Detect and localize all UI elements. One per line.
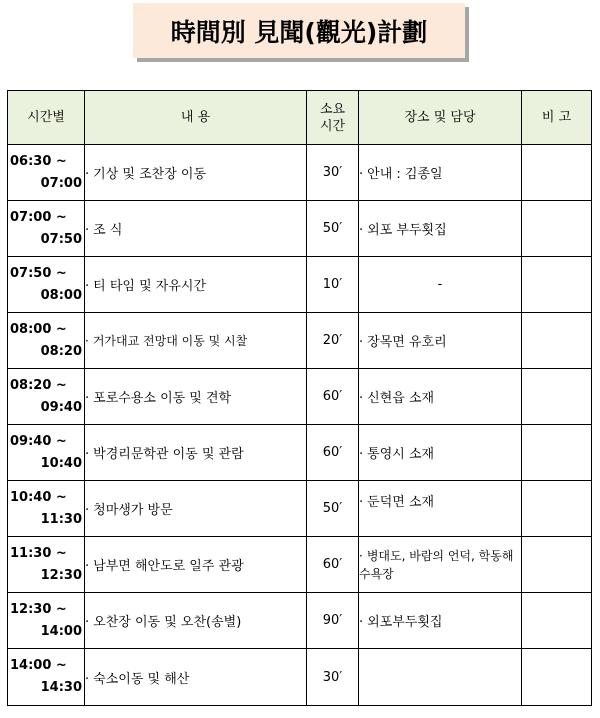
bullet-icon: · <box>359 335 364 350</box>
bullet-icon: · <box>85 167 90 182</box>
place-text: 장목면 유호리 <box>367 335 447 350</box>
header-time: 시간별 <box>8 91 85 145</box>
start-time: 07:00 ~ <box>10 209 67 225</box>
content-text: 남부면 해안도로 일주 관광 <box>93 559 244 574</box>
table-row <box>8 593 592 649</box>
table-row <box>8 369 592 425</box>
time-cell <box>8 145 85 201</box>
content-cell <box>85 425 307 481</box>
place-text: 둔덕면 소재 <box>367 495 435 510</box>
content-cell <box>85 537 307 593</box>
time-cell <box>8 425 85 481</box>
content-text: 기상 및 조찬장 이동 <box>93 167 207 182</box>
place-cell <box>359 537 522 593</box>
start-time: 10:40 ~ <box>10 489 67 505</box>
place-cell <box>359 201 522 257</box>
bullet-icon: · <box>359 167 364 182</box>
content-cell <box>85 313 307 369</box>
table-row <box>8 257 592 313</box>
place-text: 통영시 소재 <box>367 447 435 462</box>
content-text: 숙소이동 및 해산 <box>93 671 190 687</box>
duration-cell: 60′ <box>307 369 359 425</box>
place-text: 외포부두횟집 <box>367 615 443 630</box>
bullet-icon: · <box>85 334 89 348</box>
place-cell <box>359 313 522 369</box>
duration-cell: 20′ <box>307 313 359 369</box>
content-text: 티 타임 및 자유시간 <box>93 279 207 294</box>
content-cell <box>85 145 307 201</box>
content-text: 포로수용소 이동 및 견학 <box>93 391 232 406</box>
note-cell <box>522 537 592 593</box>
table-row <box>8 481 592 537</box>
content-text: 청마생가 방문 <box>93 503 173 518</box>
time-cell <box>8 369 85 425</box>
content-text: 거가대교 전망대 이동 및 시찰 <box>92 334 248 348</box>
end-time: 07:50 <box>40 231 82 247</box>
start-time: 06:30 ~ <box>10 153 67 169</box>
note-cell <box>522 369 592 425</box>
bullet-icon: · <box>359 548 363 563</box>
end-time: 10:40 <box>40 455 82 471</box>
table-row <box>8 425 592 481</box>
page-title: 時間別 見聞(觀光)計劃 <box>133 3 465 58</box>
bullet-icon: · <box>85 279 90 294</box>
duration-cell: 30′ <box>307 145 359 201</box>
table-row <box>8 201 592 257</box>
end-time: 08:00 <box>40 287 82 303</box>
header-duration <box>307 91 359 145</box>
time-cell <box>8 593 85 649</box>
time-cell <box>8 481 85 537</box>
bullet-icon: · <box>359 223 364 238</box>
time-cell <box>8 201 85 257</box>
bullet-icon: · <box>85 615 90 630</box>
table-header-row <box>8 91 592 145</box>
place-cell <box>359 593 522 649</box>
note-cell <box>522 313 592 369</box>
content-cell <box>85 257 307 313</box>
note-cell <box>522 257 592 313</box>
bullet-icon: · <box>359 615 364 630</box>
place-text: 병대도, 바람의 언덕, 학동해수욕장 <box>359 548 514 581</box>
header-duration-label: 소요 시간 <box>319 101 346 134</box>
duration-cell: 30′ <box>307 649 359 706</box>
end-time: 14:30 <box>40 680 82 695</box>
time-cell <box>8 257 85 313</box>
time-cell <box>8 649 85 706</box>
bullet-icon: · <box>359 391 364 406</box>
start-time: 08:00 ~ <box>10 321 67 337</box>
start-time: 07:50 ~ <box>10 265 67 281</box>
note-cell <box>522 649 592 706</box>
schedule-table <box>7 90 592 706</box>
content-text: 조 식 <box>93 223 123 238</box>
content-cell <box>85 201 307 257</box>
table-row <box>8 537 592 593</box>
duration-cell: 50′ <box>307 201 359 257</box>
note-cell <box>522 201 592 257</box>
duration-cell: 10′ <box>307 257 359 313</box>
place-text: 안내 : 김종일 <box>367 167 443 182</box>
place-cell <box>359 649 522 706</box>
duration-cell: 60′ <box>307 425 359 481</box>
content-cell <box>85 481 307 537</box>
content-cell <box>85 649 307 706</box>
bullet-icon: · <box>85 447 90 462</box>
place-cell <box>359 425 522 481</box>
note-cell <box>522 145 592 201</box>
bullet-icon: · <box>359 495 364 510</box>
place-text: 신현읍 소재 <box>367 391 435 406</box>
header-note: 비 고 <box>522 91 592 145</box>
place-cell <box>359 369 522 425</box>
content-cell <box>85 369 307 425</box>
end-time: 09:40 <box>40 399 82 415</box>
time-cell <box>8 537 85 593</box>
place-cell <box>359 257 522 313</box>
note-cell <box>522 481 592 537</box>
content-cell <box>85 593 307 649</box>
place-cell <box>359 481 522 537</box>
start-time: 12:30 ~ <box>10 601 67 617</box>
duration-cell: 90′ <box>307 593 359 649</box>
content-text: 박경리문학관 이동 및 관람 <box>93 447 244 462</box>
place-text: - <box>437 277 443 292</box>
end-time: 12:30 <box>40 567 82 583</box>
end-time: 08:20 <box>40 343 82 359</box>
bullet-icon: · <box>85 223 90 238</box>
table-row <box>8 649 592 706</box>
time-cell <box>8 313 85 369</box>
bullet-icon: · <box>359 447 364 462</box>
note-cell <box>522 425 592 481</box>
start-time: 14:00 ~ <box>10 658 67 673</box>
table-row <box>8 313 592 369</box>
place-text: 외포 부두횟집 <box>367 223 447 238</box>
start-time: 09:40 ~ <box>10 433 67 449</box>
end-time: 07:00 <box>40 175 82 191</box>
note-cell <box>522 593 592 649</box>
bullet-icon: · <box>85 391 90 406</box>
header-content: 내 용 <box>85 91 307 145</box>
start-time: 08:20 ~ <box>10 377 67 393</box>
bullet-icon: · <box>85 559 90 574</box>
table-row <box>8 145 592 201</box>
bullet-icon: · <box>85 503 90 518</box>
bullet-icon: · <box>85 671 90 687</box>
content-text: 오찬장 이동 및 오찬(송별) <box>93 615 242 630</box>
end-time: 14:00 <box>40 623 82 639</box>
start-time: 11:30 ~ <box>10 545 67 561</box>
end-time: 11:30 <box>40 511 82 527</box>
duration-cell: 50′ <box>307 481 359 537</box>
header-place: 장소 및 담당 <box>359 91 522 145</box>
duration-cell: 60′ <box>307 537 359 593</box>
place-cell <box>359 145 522 201</box>
